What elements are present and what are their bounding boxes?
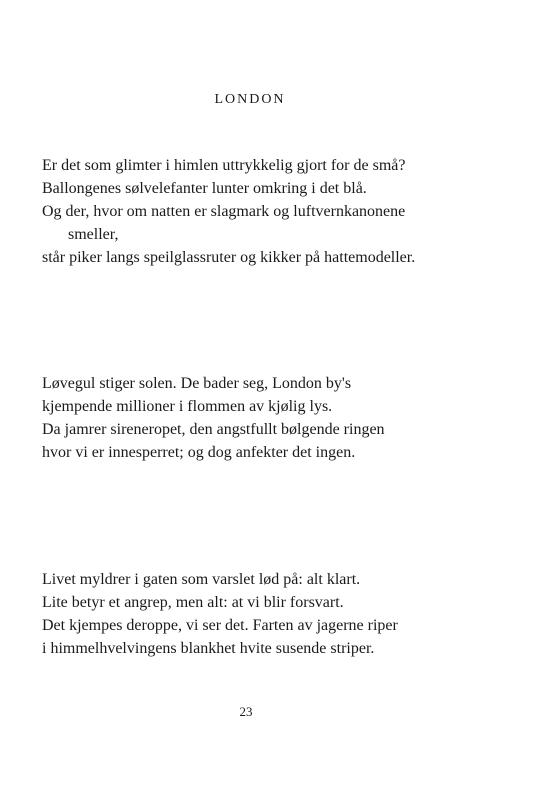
poem-line: Da jamrer sireneropet, den angstfullt bølgende ringen xyxy=(42,421,385,438)
poem-line: står piker langs speilglassruter og kikker på hattemodeller. xyxy=(42,249,416,266)
poem-line: i himmelhvelvingens blankhet hvite susende striper. xyxy=(42,640,375,657)
poem-line: kjempende millioner i flommen av kjølig lys. xyxy=(42,398,333,415)
poem-title: LONDON xyxy=(214,92,286,107)
poem-line: Er det som glimter i himlen uttrykkelig gjort for de små? xyxy=(42,157,406,174)
poem-line: Og der, hvor om natten er slagmark og luftvernkanonene xyxy=(42,203,406,220)
poem-line: hvor vi er innesperret; og dog anfekter det ingen. xyxy=(42,444,356,461)
stanza-1 xyxy=(42,154,522,269)
page-number: 23 xyxy=(239,704,253,719)
stanza-3 xyxy=(42,568,522,660)
poem-line: Lite betyr et angrep, men alt: at vi blir forsvart. xyxy=(42,594,344,611)
stanza-2 xyxy=(42,372,522,464)
poem-line: Ballongenes sølvelefanter lunter omkring i det blå. xyxy=(42,180,367,197)
poem-line: Det kjempes deroppe, vi ser det. Farten av jagerne riper xyxy=(42,617,398,634)
poem-line: Løvegul stiger solen. De bader seg, London by's xyxy=(42,375,352,392)
poem-line: Livet myldrer i gaten som varslet lød på: alt klart. xyxy=(42,571,361,588)
poem-line-continuation: smeller, xyxy=(68,226,119,243)
